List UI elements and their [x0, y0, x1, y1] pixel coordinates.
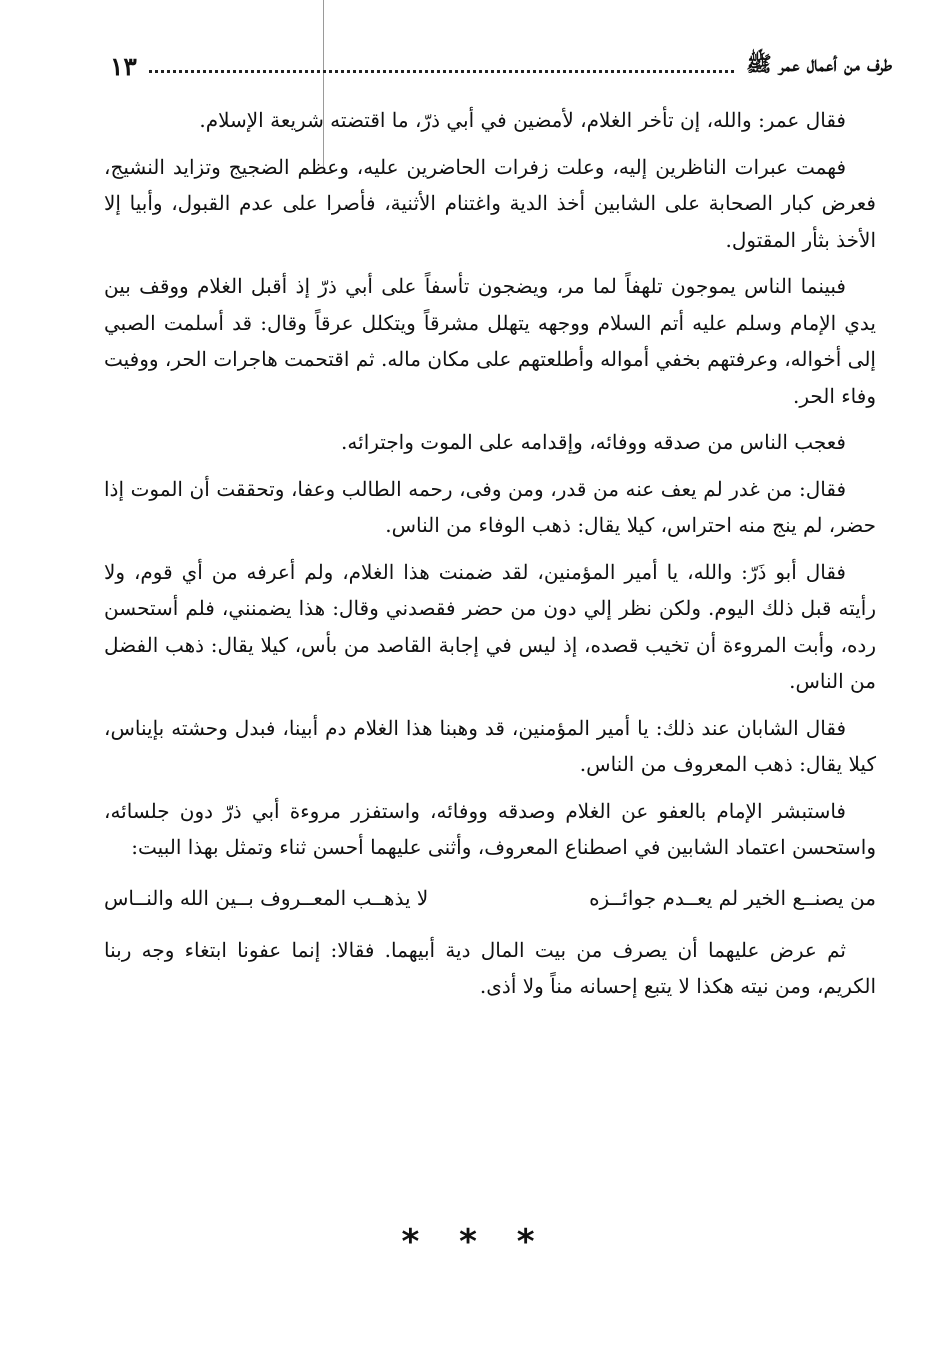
paragraph-4: فعجب الناس من صدقه ووفائه، وإقدامه على الموت واجترائه.	[341, 430, 846, 454]
paragraph-7: فقال الشابان عند ذلك: يا أمير المؤمنين، قد وهبنا هذا الغلام دم أبينا، فبدل وحشته بإيناس، كيلا يقال: ذهب المعروف من الناس.	[104, 715, 876, 776]
paragraph-2: فهمت عبرات الناظرين إليه، وعلت زفرات الحاضرين عليه، وعظم الضجيج وتزايد النشيج، فعرض كبار الصحابة على الشابين أخذ الدية واغتنام الأثنية، فأصرا على عدم القبول، وأبيا إلا الأخذ بثأر المقتول.	[104, 154, 876, 252]
page-body	[104, 102, 876, 1015]
poetry-verse	[104, 880, 876, 916]
verse-second-hemistich: لا يذهــب المعــروف بــين الله والنــاس	[104, 885, 429, 910]
paragraph-3: فبينما الناس يموجون تلهفاً لما مر، ويضجون تأسفاً على أبي ذرّ إذ أقبل الغلام ووقف بين يدي الإمام وسلم عليه أتم السلام ووجهه يتهلل مشرقاً ويتكلل عرقاً وقال: قد أسلمت الصبي إلى أخواله، وعرفتهم بخفي أمواله وأطلعتهم على مكان ماله. ثم اقتحمت هاجرات الحر، ووفيت وفاء الحر.	[104, 274, 876, 408]
paragraph-8: فاستبشر الإمام بالعفو عن الغلام وصدقه ووفائه، واستفزر مروءة أبي ذرّ دون جلسائه، واستحسن اعتماد الشابين في اصطناع المعروف، وأثنى عليهما أحسن ثناء وتمثل بهذا البيت:	[104, 798, 876, 859]
paragraph-1: فقال عمر: والله، إن تأخر الغلام، لأمضين في أبي ذرّ، ما اقتضته شريعة الإسلام.	[199, 108, 846, 132]
page-number: ١٣	[110, 51, 137, 81]
verse-first-hemistich: من يصنــع الخير لم يعــدم جوائــزه	[589, 885, 876, 910]
section-separator: * * *	[401, 1222, 549, 1262]
closing-paragraph: ثم عرض عليهما أن يصرف من بيت المال دية أبيهما. فقالا: إنما عفونا ابتغاء وجه ربنا الكريم، ومن نيته هكذا لا يتبع إحسانه مناً ولا أذى.	[104, 937, 876, 998]
paragraph-5: فقال: من غدر لم يعف عنه من قدر، ومن وفى، رحمه الطالب وعفا، وتحققت أن الموت إذا حضر، لم ينج منه احتراس، كيلا يقال: ذهب الوفاء من الناس.	[104, 476, 876, 537]
header-dotted-leader	[149, 70, 734, 73]
page-header	[110, 44, 892, 88]
paragraph-6: فقال أبو ذَرّ: والله، يا أمير المؤمنين، لقد ضمنت هذا الغلام، ولم أعرفه من أي قوم، ولا رأيته قبل ذلك اليوم. ولكن نظر إلي دون من حضر فقصدني وقال: هذا يضمنني، فلم أستحسن رده، وأبت المروءة أن تخيب قصده، إذ ليس في إجابة القاصد من بأس، كيلا يقال: ذهب الفضل من الناس.	[104, 559, 876, 693]
running-title: طرف من أعمال عمر ﷺ	[746, 50, 892, 76]
